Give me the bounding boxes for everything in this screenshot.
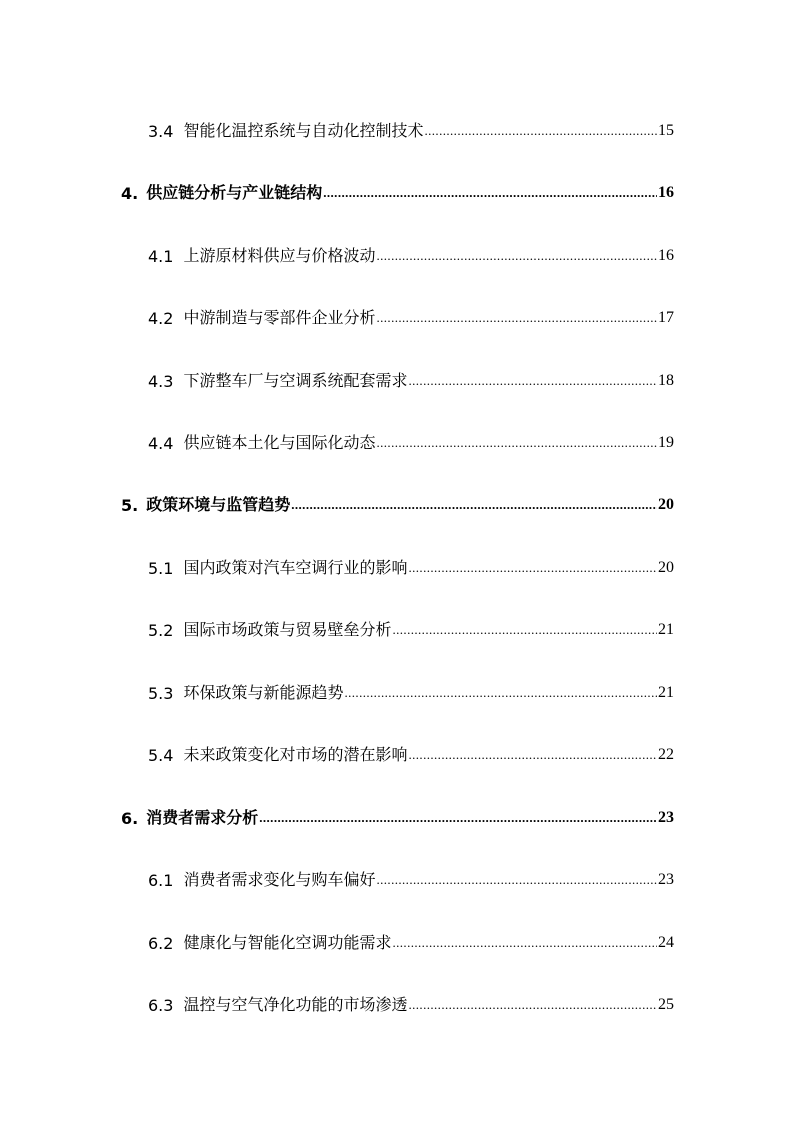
- toc-dot-leader: [376, 873, 657, 890]
- toc-dot-leader: [408, 748, 657, 765]
- toc-dot-leader: [408, 998, 657, 1015]
- toc-dot-leader: [376, 311, 657, 328]
- toc-entry-page: 22: [658, 746, 674, 763]
- toc-dot-leader: [392, 623, 657, 640]
- toc-entry-page: 19: [658, 434, 674, 451]
- toc-entry-number: 5.1: [148, 559, 174, 578]
- toc-dot-leader: [376, 249, 657, 266]
- toc-dot-leader: [376, 436, 657, 453]
- toc-entry-title: 智能化温控系统与自动化控制技术: [183, 121, 424, 140]
- toc-entry-number: 5.4: [148, 746, 174, 765]
- toc-entry-page: 16: [658, 184, 674, 201]
- toc-entry-6-1[interactable]: [148, 864, 674, 890]
- toc-entry-5[interactable]: [121, 489, 674, 515]
- toc-entry-number: 5.2: [148, 621, 174, 640]
- toc-entry-title: 消费者需求分析: [146, 808, 259, 827]
- toc-entry-5-4[interactable]: [148, 739, 674, 765]
- toc-entry-4-2[interactable]: [148, 302, 674, 328]
- toc-entry-page: 23: [658, 809, 674, 826]
- toc-entry-5-2[interactable]: [148, 614, 674, 640]
- toc-entry-title: 国内政策对汽车空调行业的影响: [183, 558, 408, 577]
- toc-entry-page: 23: [658, 871, 674, 888]
- toc-entry-4-1[interactable]: [148, 240, 674, 266]
- toc-entry-page: 18: [658, 372, 674, 389]
- toc-entry-number: 6.1: [148, 871, 174, 890]
- toc-entry-page: 16: [658, 247, 674, 264]
- toc-entry-title: 环保政策与新能源趋势: [183, 683, 344, 702]
- toc-entry-3-4[interactable]: [148, 115, 674, 141]
- toc-entry-page: 21: [658, 621, 674, 638]
- toc-entry-title: 供应链本土化与国际化动态: [183, 433, 376, 452]
- toc-dot-leader: [424, 124, 657, 141]
- toc-entry-page: 25: [658, 996, 674, 1013]
- toc-entry-number: 3.4: [148, 122, 174, 141]
- toc-dot-leader: [408, 374, 657, 391]
- toc-entry-6-3[interactable]: [148, 989, 674, 1015]
- toc-entry-number: 4.: [121, 184, 139, 203]
- toc-entry-title: 上游原材料供应与价格波动: [183, 246, 376, 265]
- toc-entry-title: 温控与空气净化功能的市场渗透: [183, 995, 408, 1014]
- toc-entry-page: 24: [658, 934, 674, 951]
- toc-entry-title: 未来政策变化对市场的潜在影响: [183, 745, 408, 764]
- toc-entry-title: 供应链分析与产业链结构: [146, 183, 323, 202]
- toc-dot-leader: [392, 936, 657, 953]
- toc-entry-number: 4.1: [148, 247, 174, 266]
- toc-entry-title: 政策环境与监管趋势: [146, 495, 291, 514]
- toc-dot-leader: [344, 686, 657, 703]
- toc-entry-5-3[interactable]: [148, 677, 674, 703]
- toc-entry-title: 下游整车厂与空调系统配套需求: [183, 371, 408, 390]
- toc-entry-6-2[interactable]: [148, 927, 674, 953]
- toc-dot-leader: [323, 186, 657, 203]
- toc-entry-6[interactable]: [121, 802, 674, 828]
- toc-dot-leader: [408, 561, 657, 578]
- toc-entry-4-3[interactable]: [148, 365, 674, 391]
- toc-entry-number: 4.3: [148, 372, 174, 391]
- toc-dot-leader: [259, 811, 657, 828]
- toc-entry-number: 5.3: [148, 684, 174, 703]
- toc-entry-title: 国际市场政策与贸易壁垒分析: [183, 620, 392, 639]
- toc-entry-number: 6.3: [148, 996, 174, 1015]
- toc-entry-page: 21: [658, 684, 674, 701]
- toc-entry-page: 17: [658, 309, 674, 326]
- toc-entry-title: 消费者需求变化与购车偏好: [183, 870, 376, 889]
- toc-entry-number: 6.: [121, 809, 139, 828]
- toc-dot-leader: [291, 498, 657, 515]
- toc-entry-title: 健康化与智能化空调功能需求: [183, 933, 392, 952]
- toc-entry-5-1[interactable]: [148, 552, 674, 578]
- toc-entry-number: 6.2: [148, 934, 174, 953]
- toc-entry-number: 4.2: [148, 309, 174, 328]
- toc-entry-4-4[interactable]: [148, 427, 674, 453]
- toc-entry-number: 4.4: [148, 434, 174, 453]
- toc-entry-page: 20: [658, 496, 674, 513]
- toc-entry-page: 20: [658, 559, 674, 576]
- toc-entry-4[interactable]: [121, 177, 674, 203]
- toc-entry-number: 5.: [121, 496, 139, 515]
- toc-entry-page: 15: [658, 122, 674, 139]
- toc-entry-title: 中游制造与零部件企业分析: [183, 308, 376, 327]
